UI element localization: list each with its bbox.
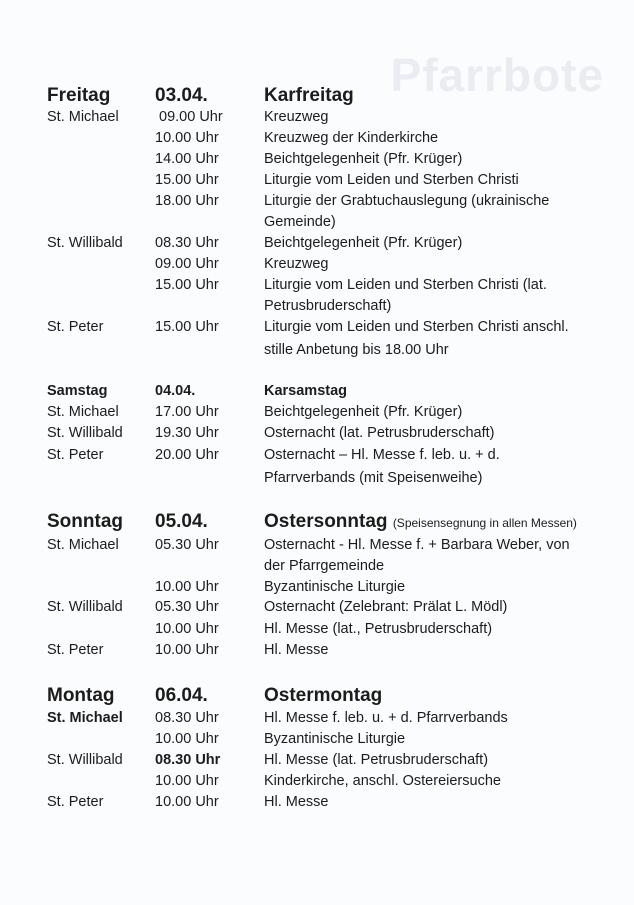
event-text: Osternacht (lat. Petrusbruderschaft)	[264, 425, 495, 441]
place: St. Peter	[47, 319, 104, 335]
time: 08.30 Uhr	[155, 235, 219, 251]
place: St. Willibald	[47, 235, 123, 251]
time: 10.00 Uhr	[155, 130, 219, 146]
time: 14.00 Uhr	[155, 151, 219, 167]
day-heading: Sonntag	[47, 511, 123, 532]
event-text-cont: Gemeinde)	[264, 214, 336, 230]
time: 17.00 Uhr	[155, 404, 219, 420]
day-heading: Montag	[47, 685, 115, 706]
time: 05.30 Uhr	[155, 537, 219, 553]
time: 15.00 Uhr	[155, 172, 219, 188]
event-text: Hl. Messe (lat., Petrusbruderschaft)	[264, 621, 493, 637]
time: 19.30 Uhr	[155, 425, 219, 441]
event-text-cont: stille Anbetung bis 18.00 Uhr	[264, 342, 449, 358]
time: 08.30 Uhr	[155, 752, 221, 768]
event-text: Liturgie vom Leiden und Sterben Christi	[264, 172, 519, 188]
day-name: Karfreitag	[264, 85, 354, 106]
event-text: Beichtgelegenheit (Pfr. Krüger)	[264, 235, 463, 251]
day-heading: Samstag	[47, 383, 108, 399]
event-text: Hl. Messe (lat. Petrusbruderschaft)	[264, 752, 489, 768]
place: St. Peter	[47, 642, 104, 658]
place: St. Willibald	[47, 752, 123, 768]
time: 10.00 Uhr	[155, 621, 219, 637]
place: St. Willibald	[47, 425, 123, 441]
time: 10.00 Uhr	[155, 794, 219, 810]
place: St. Michael	[47, 537, 119, 553]
event-text: Osternacht (Zelebrant: Prälat L. Mödl)	[264, 599, 508, 615]
event-text-cont: Petrusbruderschaft)	[264, 298, 392, 314]
event-text: Liturgie vom Leiden und Sterben Christi (lat.	[264, 277, 547, 293]
event-text: Hl. Messe	[264, 794, 329, 810]
event-text: Kreuzweg	[264, 109, 329, 125]
event-text: Kinderkirche, anschl. Ostereiersuche	[264, 773, 501, 789]
day-name: Ostermontag	[264, 685, 383, 706]
event-text-cont: Pfarrverbands (mit Speisenweihe)	[264, 470, 483, 486]
event-text: Byzantinische Liturgie	[264, 579, 406, 595]
event-text: Osternacht - Hl. Messe f. + Barbara Weber, von	[264, 537, 570, 553]
time: 15.00 Uhr	[155, 277, 219, 293]
event-text: Kreuzweg der Kinderkirche	[264, 130, 439, 146]
place: St. Michael	[47, 710, 123, 726]
day-date: 05.04.	[155, 511, 208, 532]
event-text-cont: der Pfarrgemeinde	[264, 558, 385, 574]
place: St. Peter	[47, 794, 104, 810]
watermark-text: Pfarrbote	[390, 49, 604, 101]
day-name: Ostersonntag	[264, 511, 388, 532]
day-date: 04.04.	[155, 383, 196, 399]
event-text: Osternacht – Hl. Messe f. leb. u. + d.	[264, 447, 500, 463]
event-text: Hl. Messe	[264, 642, 329, 658]
day-heading: Freitag	[47, 85, 111, 106]
time: 18.00 Uhr	[155, 193, 219, 209]
time: 15.00 Uhr	[155, 319, 219, 335]
time: 05.30 Uhr	[155, 599, 219, 615]
place: St. Peter	[47, 447, 104, 463]
event-text: Beichtgelegenheit (Pfr. Krüger)	[264, 151, 463, 167]
time: 10.00 Uhr	[155, 773, 219, 789]
event-text: Hl. Messe f. leb. u. + d. Pfarrverbands	[264, 710, 508, 726]
day-name-line	[264, 510, 577, 535]
event-text: Liturgie der Grabtuchauslegung (ukrainische	[264, 193, 550, 209]
time: 09.00 Uhr	[155, 256, 219, 272]
event-text: Beichtgelegenheit (Pfr. Krüger)	[264, 404, 463, 420]
day-name: Karsamstag	[264, 383, 348, 399]
place: St. Michael	[47, 109, 119, 125]
day-date: 06.04.	[155, 685, 208, 706]
day-date: 03.04.	[155, 85, 208, 106]
event-text: Liturgie vom Leiden und Sterben Christi anschl.	[264, 319, 569, 335]
time: 20.00 Uhr	[155, 447, 219, 463]
time: 10.00 Uhr	[155, 642, 219, 658]
place: St. Willibald	[47, 599, 123, 615]
time: 08.30 Uhr	[155, 710, 219, 726]
place: St. Michael	[47, 404, 119, 420]
time: 10.00 Uhr	[155, 579, 219, 595]
time: 09.00 Uhr	[159, 109, 223, 125]
event-text: Byzantinische Liturgie	[264, 731, 406, 747]
event-text: Kreuzweg	[264, 256, 329, 272]
time: 10.00 Uhr	[155, 731, 219, 747]
day-note: (Speisensegnung in allen Messen)	[392, 516, 577, 530]
